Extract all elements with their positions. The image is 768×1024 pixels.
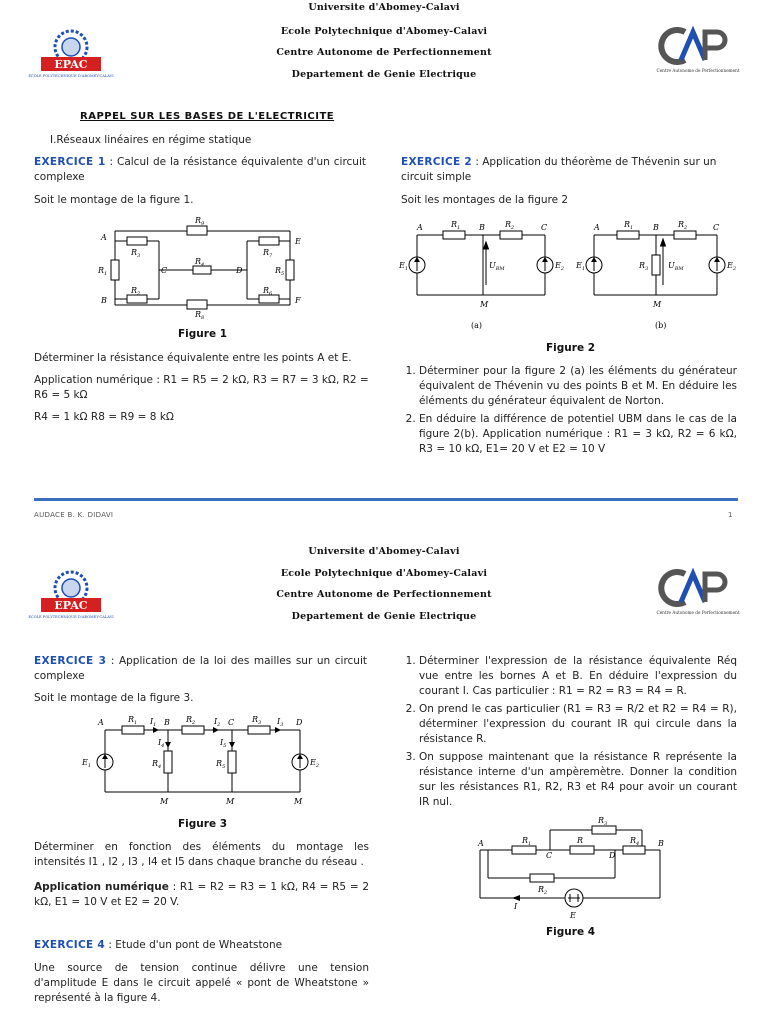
svg-text:R2: $R_2$ bbox=[538, 885, 548, 896]
svg-text:B: B bbox=[164, 718, 170, 727]
svg-text:A: A bbox=[101, 233, 107, 242]
exercise-3-application-text: : R1 = R2 = R3 = 1 kΩ, R4 = R5 = 2 kΩ, E1 = 10 V et E2 = 20 V. bbox=[34, 881, 370, 908]
svg-text:I3: $I_3$ bbox=[277, 717, 284, 728]
exercise-3-application bbox=[34, 880, 369, 910]
exercise-3-question: Déterminer en fonction des éléments du montage les intensités I1 , I2 , I3 , I4 et I5 dans chaque branche du réseau . bbox=[34, 841, 369, 868]
svg-text:R3: $R_3$ bbox=[131, 248, 141, 259]
epac-logo-subtext-2: ECOLE POLYTECHNIQUE D'ABOMEY-CALAVI bbox=[28, 615, 114, 619]
exercise-2-questions bbox=[401, 364, 737, 460]
exercise-1-intro: Soit le montage de la figure 1. bbox=[34, 194, 194, 206]
figure-3-caption: Figure 3 bbox=[178, 818, 228, 830]
svg-text:M: M bbox=[294, 797, 303, 806]
figure-2a-circuit bbox=[395, 215, 575, 335]
svg-text:B: B bbox=[658, 839, 664, 848]
header-school: Ecole Polytechnique d'Abomey-Calavi bbox=[280, 26, 488, 37]
svg-text:I: I bbox=[514, 902, 518, 911]
cap-logo-subtext: Centre Autonome de Perfectionnement bbox=[656, 68, 740, 73]
svg-text:M: M bbox=[480, 300, 489, 309]
svg-text:R1: $R_1$ bbox=[522, 836, 532, 847]
exercise-4-heading bbox=[34, 938, 369, 953]
svg-text:E: E bbox=[295, 237, 301, 246]
exercise-1-label: EXERCICE 1 bbox=[34, 156, 106, 168]
figure-4-circuit bbox=[470, 810, 680, 922]
figure-2a-label: (a) bbox=[471, 321, 483, 330]
header-department: Departement de Genie Electrique bbox=[291, 69, 477, 80]
resistor-r9 bbox=[187, 226, 207, 235]
exercise-4-questions bbox=[401, 654, 737, 813]
svg-text:R2: $R_2$ bbox=[505, 220, 515, 231]
svg-text:A: A bbox=[417, 223, 423, 232]
figure-3-circuit bbox=[70, 712, 330, 812]
exercise-3-application-label: Application numérique bbox=[34, 881, 169, 893]
header-department-2: Departement de Genie Electrique bbox=[291, 611, 477, 622]
figure-1-circuit bbox=[95, 213, 310, 321]
svg-text:M: M bbox=[226, 797, 235, 806]
svg-text:R1: $R_1$ bbox=[128, 715, 138, 726]
svg-text:C: C bbox=[713, 223, 720, 232]
svg-text:C: C bbox=[228, 718, 235, 727]
svg-text:I1: $I_1$ bbox=[150, 717, 157, 728]
exercise-1-application-2: R4 = 1 kΩ R8 = R9 = 8 kΩ bbox=[34, 411, 174, 423]
svg-text:M: M bbox=[653, 300, 662, 309]
exercise-1-title: : Calcul de la résistance équivalente d'un circuit complexe bbox=[34, 156, 366, 183]
epac-logo-subtext: ECOLE POLYTECHNIQUE D'ABOMEY-CALAVI bbox=[28, 74, 114, 78]
svg-text:R8: $R_8$ bbox=[195, 310, 205, 321]
exercise-2-question-2: 2. En déduire la différence de potentiel UBM dans le cas de la figure 2(b). Application numérique : R1 = 3 kΩ, R2 = 6 kΩ, R3 = 10 kΩ, E1= 20 V et E2 = 10 V bbox=[419, 412, 737, 457]
svg-text:R4: $R_4$ bbox=[195, 257, 205, 268]
svg-text:M: M bbox=[160, 797, 169, 806]
exercise-3-heading bbox=[34, 654, 367, 684]
exercise-3-intro: Soit le montage de la figure 3. bbox=[34, 692, 194, 704]
exercise-4-intro: Une source de tension continue délivre une tension d'amplitude E dans le circuit appelé « pont de Wheatstone » représenté à la figure 4. bbox=[34, 962, 369, 1004]
svg-text:R3: $R_3$ bbox=[252, 715, 262, 726]
svg-text:R5: $R_5$ bbox=[275, 266, 285, 277]
svg-text:R4: $R_4$ bbox=[152, 759, 162, 770]
svg-text:B: B bbox=[479, 223, 485, 232]
svg-text:D: D bbox=[296, 718, 303, 727]
svg-text:R2: $R_2$ bbox=[131, 286, 141, 297]
exercise-4-title: : Etude d'un pont de Wheatstone bbox=[104, 939, 283, 951]
svg-text:R1: $R_1$ bbox=[451, 220, 461, 231]
svg-text:E1: $E_1$ bbox=[82, 758, 92, 769]
epac-logo-text: EPAC bbox=[54, 58, 88, 71]
exercise-4-question-3: 3. On suppose maintenant que la résistance R représente la résistance interne d'un ampèremètre. Donner la condition sur les résistances R1, R2, R3 et R4 pour avoir un courant IR nul. bbox=[419, 750, 737, 810]
svg-text:C: C bbox=[546, 851, 553, 860]
figure-2b-label: (b) bbox=[655, 321, 667, 330]
footer-page-number: 1 bbox=[728, 511, 733, 519]
svg-text:R1: $R_1$ bbox=[624, 220, 634, 231]
resistor-r3 bbox=[127, 237, 147, 245]
exercise-3-title: : Application de la loi des mailles sur un circuit complexe bbox=[34, 655, 367, 682]
svg-text:B: B bbox=[101, 296, 107, 305]
exercise-2-heading bbox=[401, 155, 736, 185]
footer-author: AUDACE B. K. DIDAVI bbox=[34, 511, 114, 519]
svg-text:A: A bbox=[594, 223, 600, 232]
svg-text:D: D bbox=[609, 851, 616, 860]
svg-text:C: C bbox=[541, 223, 548, 232]
svg-text:F: F bbox=[295, 296, 301, 305]
svg-text:R2: $R_2$ bbox=[678, 220, 688, 231]
svg-text:R4: $R_4$ bbox=[630, 836, 640, 847]
svg-text:C: C bbox=[161, 266, 168, 275]
exercise-2-question-1: 1. Déterminer pour la figure 2 (a) les éléments du générateur équivalent de Thévenin vu des points B et M. En déduire les éléments du générateur équivalent de Norton. bbox=[419, 364, 737, 409]
svg-text:R1: $R_1$ bbox=[98, 266, 108, 277]
svg-text:UBM: $U_{BM}$ bbox=[668, 261, 684, 272]
page-title: RAPPEL SUR LES BASES DE L'ELECTRICITE bbox=[80, 111, 335, 122]
header-centre: Centre Autonome de Perfectionnement bbox=[276, 47, 492, 58]
resistor-r8 bbox=[187, 300, 207, 309]
exercise-4-question-2: 2. On prend le cas particulier (R1 = R3 = R/2 et R2 = R4 = R), déterminer l'expression du courant IR qui circule dans la résistance R. bbox=[419, 702, 737, 747]
exercise-2-intro: Soit les montages de la figure 2 bbox=[401, 194, 569, 206]
cap-logo bbox=[655, 26, 741, 74]
svg-text:R6: $R_6$ bbox=[263, 286, 273, 297]
svg-text:I5: $I_5$ bbox=[220, 738, 227, 749]
figure-2b-circuit bbox=[572, 215, 742, 335]
svg-text:E1: $E_1$ bbox=[576, 261, 586, 272]
svg-text:A: A bbox=[478, 839, 484, 848]
epac-logo-2 bbox=[28, 568, 114, 620]
svg-text:E2: $E_2$ bbox=[555, 261, 565, 272]
resistor-r1 bbox=[111, 260, 119, 280]
svg-text:R5: $R_5$ bbox=[216, 759, 226, 770]
svg-text:E2: $E_2$ bbox=[310, 758, 320, 769]
exercise-1-question: Déterminer la résistance équivalente entre les points A et E. bbox=[34, 352, 352, 364]
exercise-2-label: EXERCICE 2 bbox=[401, 156, 472, 168]
epac-logo-text-2: EPAC bbox=[54, 599, 88, 612]
svg-text:R3: $R_3$ bbox=[639, 261, 649, 272]
svg-text:E1: $E_1$ bbox=[399, 261, 409, 272]
svg-text:R: R bbox=[577, 836, 584, 845]
figure-2-caption: Figure 2 bbox=[546, 342, 596, 354]
header-university: Universite d'Abomey-Calavi bbox=[308, 2, 460, 13]
exercise-3-label: EXERCICE 3 bbox=[34, 655, 107, 667]
svg-text:R2: $R_2$ bbox=[186, 715, 196, 726]
header-centre-2: Centre Autonome de Perfectionnement bbox=[276, 589, 492, 600]
svg-text:I4: $I_4$ bbox=[158, 738, 165, 749]
exercise-1-application: Application numérique : R1 = R5 = 2 kΩ, R3 = R7 = 3 kΩ, R2 = R6 = 5 kΩ bbox=[34, 374, 369, 401]
svg-text:E2: $E_2$ bbox=[727, 261, 737, 272]
cap-logo-2 bbox=[655, 568, 741, 616]
exercise-4-label: EXERCICE 4 bbox=[34, 939, 105, 951]
page-separator bbox=[34, 498, 738, 501]
section-heading: I.Réseaux linéaires en régime statique bbox=[50, 134, 252, 146]
resistor-r7 bbox=[259, 237, 279, 245]
epac-logo bbox=[28, 27, 114, 79]
cap-logo-subtext-2: Centre Autonome de Perfectionnement bbox=[656, 610, 740, 615]
exercise-4-question-1: 1. Déterminer l'expression de la résistance équivalente Réq vue entre les bornes A et B. En déduire l'expression du courant I. Cas particulier : R1 = R2 = R3 = R4 = R. bbox=[419, 654, 737, 699]
svg-text:R9: $R_9$ bbox=[195, 216, 205, 227]
svg-text:B: B bbox=[653, 223, 659, 232]
svg-text:I2: $I_2$ bbox=[214, 717, 221, 728]
figure-1-caption: Figure 1 bbox=[178, 328, 228, 340]
figure-4-caption: Figure 4 bbox=[546, 926, 596, 938]
header-school-2: Ecole Polytechnique d'Abomey-Calavi bbox=[280, 568, 488, 579]
header-university-2: Universite d'Abomey-Calavi bbox=[308, 546, 460, 557]
svg-text:R3: $R_3$ bbox=[598, 816, 608, 827]
svg-text:A: A bbox=[98, 718, 104, 727]
resistor-r5 bbox=[286, 260, 294, 280]
svg-text:D: D bbox=[236, 266, 243, 275]
exercise-2-title: : Application du théorème de Thévenin sur un circuit simple bbox=[401, 156, 717, 183]
exercise-1-heading bbox=[34, 155, 366, 185]
svg-text:E: E bbox=[570, 911, 576, 920]
svg-text:UBM: $U_{BM}$ bbox=[489, 261, 505, 272]
svg-text:R7: $R_7$ bbox=[263, 248, 273, 259]
